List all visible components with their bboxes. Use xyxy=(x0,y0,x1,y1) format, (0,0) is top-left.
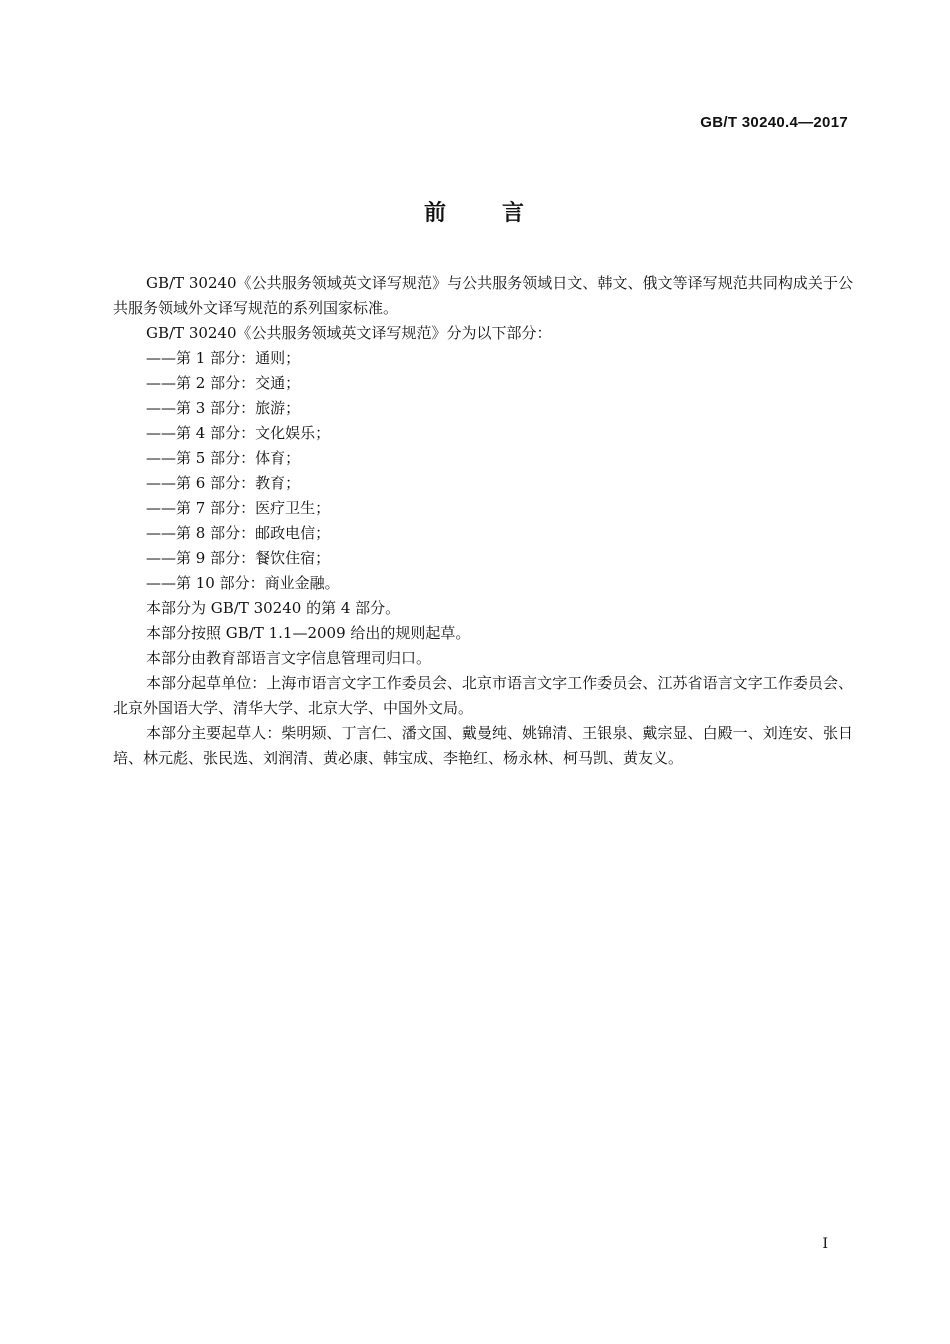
title-char-2: 言 xyxy=(502,201,527,226)
list-item: ——第 2 部分：交通； xyxy=(146,374,301,392)
list-item: ——第 10 部分：商业金融。 xyxy=(146,574,340,592)
paragraph-drafting-rules: 本部分按照 GB/T 1.1—2009 给出的规则起草。 xyxy=(146,624,471,642)
list-item: ——第 3 部分：旅游； xyxy=(146,399,301,417)
list-item: ——第 1 部分：通则； xyxy=(146,349,301,367)
paragraph-parts-intro: GB/T 30240《公共服务领域英文译写规范》分为以下部分： xyxy=(146,324,552,342)
standard-code: GB/T 30240.4—2017 xyxy=(700,114,848,131)
list-item: ——第 4 部分：文化娱乐； xyxy=(146,424,331,442)
paragraph-drafters: 本部分主要起草人：柴明颎、丁言仁、潘文国、戴曼纯、姚锦清、王银泉、戴宗显、白殿一、刘连安、张日培、林元彪、张民选、刘润清、黄必康、韩宝成、李艳红、杨永林、柯马凯、黄友义。 xyxy=(113,724,853,767)
page-number: I xyxy=(822,1236,828,1252)
page-title xyxy=(0,196,950,227)
list-item: ——第 8 部分：邮政电信； xyxy=(146,524,331,542)
list-item: ——第 9 部分：餐饮住宿； xyxy=(146,549,331,567)
list-item: ——第 5 部分：体育； xyxy=(146,449,301,467)
paragraph-series-intro: GB/T 30240《公共服务领域英文译写规范》与公共服务领域日文、韩文、俄文等译写规范共同构成关于公共服务领域外文译写规范的系列国家标准。 xyxy=(113,274,853,317)
list-item: ——第 6 部分：教育； xyxy=(146,474,301,492)
paragraph-administered-by: 本部分由教育部语言文字信息管理司归口。 xyxy=(146,649,432,667)
title-char-1: 前 xyxy=(423,201,448,226)
paragraph-drafting-units: 本部分起草单位：上海市语言文字工作委员会、北京市语言文字工作委员会、江苏省语言文字工作委员会、北京外国语大学、清华大学、北京大学、中国外文局。 xyxy=(113,674,853,717)
foreword-body xyxy=(113,271,853,771)
parts-list xyxy=(113,346,853,596)
paragraph-part-statement: 本部分为 GB/T 30240 的第 4 部分。 xyxy=(146,599,401,617)
list-item: ——第 7 部分：医疗卫生； xyxy=(146,499,331,517)
